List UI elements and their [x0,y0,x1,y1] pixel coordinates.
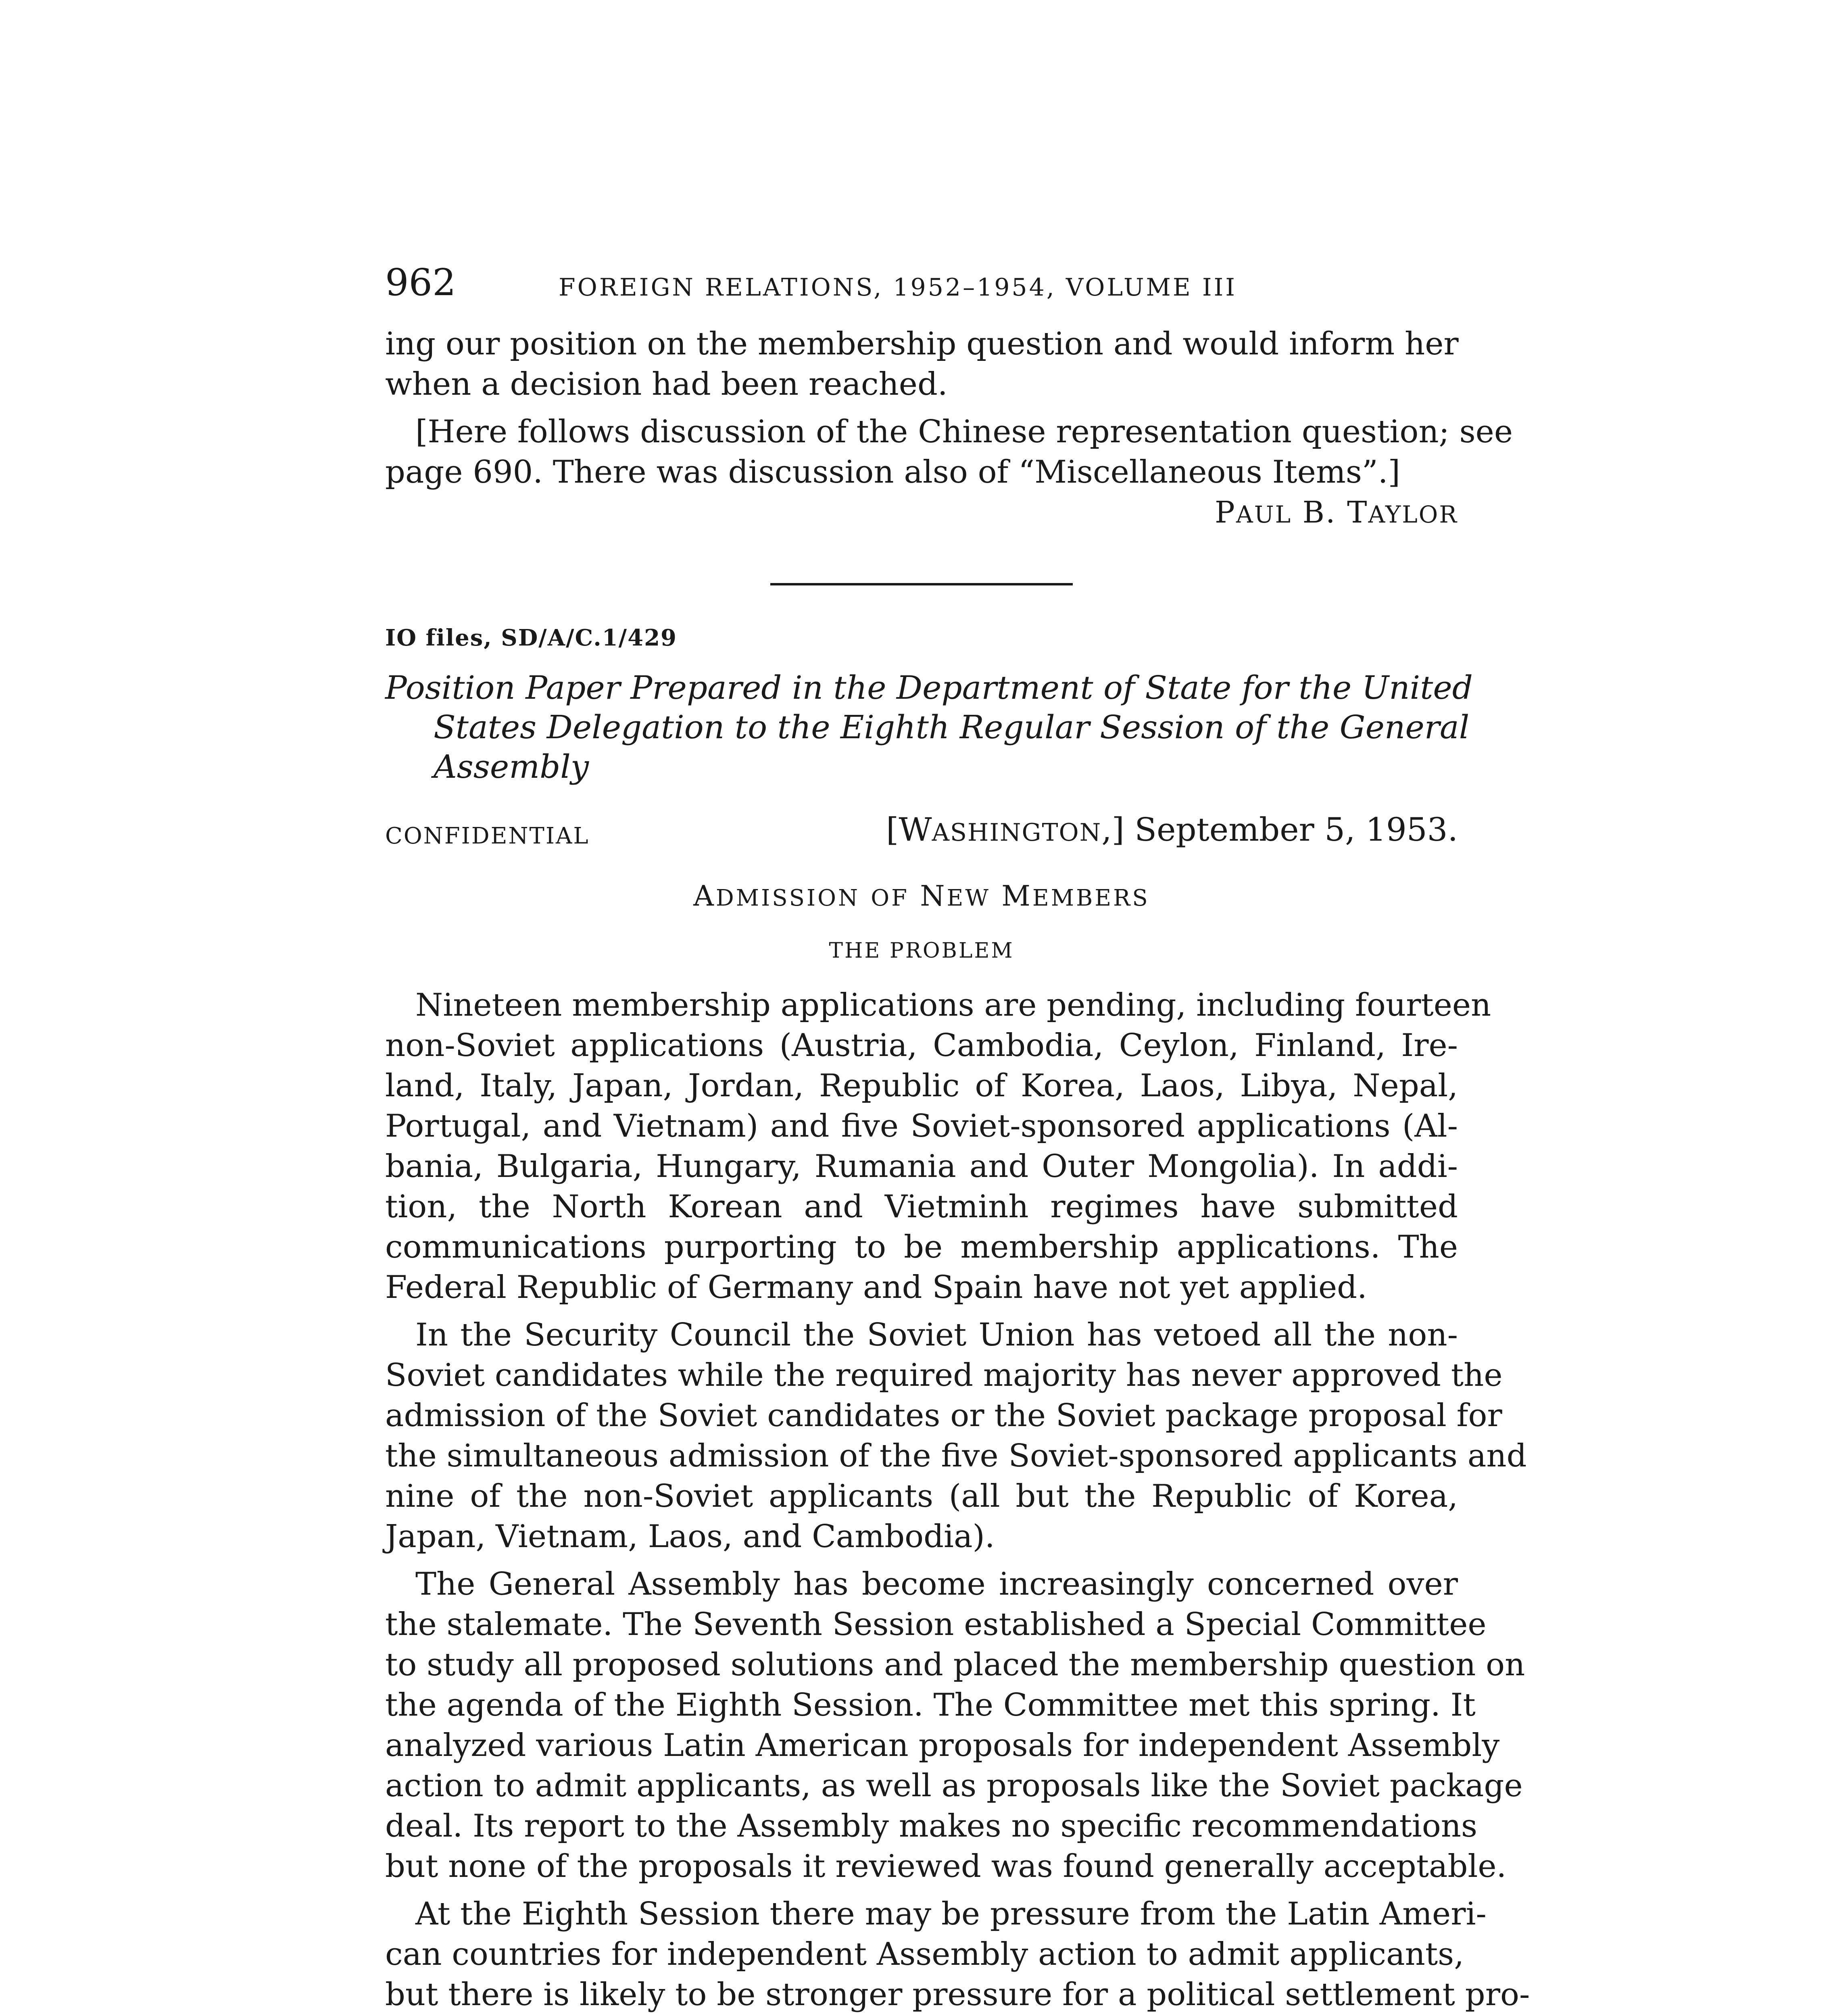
heading-word: EMBERS [1032,885,1150,911]
body-paragraph [385,1564,1525,1887]
text-line: At the Eighth Session there may be pressure from the Latin Ameri- [415,1896,1487,1932]
text-line: page 690. There was discussion also of “Miscellaneous Items”.] [385,454,1400,490]
text-line: Federal Republic of Germany and Spain have not yet applied. [385,1269,1367,1306]
dateline [385,811,1458,855]
signature [385,492,1458,535]
title-line: Assembly [434,748,589,785]
text-line: non-Soviet applications (Austria, Cambodia, Ceylon, Finland, Ire- [385,1027,1458,1064]
text-line: the simultaneous admission of the five Soviet-sponsored applicants and [385,1438,1527,1474]
text-line: nine of the non-Soviet applicants (all but the Republic of Korea, [385,1478,1458,1514]
text-line: but none of the proposals it reviewed was found generally acceptable. [385,1848,1507,1885]
heading-word: OF [871,885,909,911]
text-line: can countries for independent Assembly action to admit applicants, [385,1936,1464,1972]
signature-middle: B. [1292,495,1347,530]
signature-last-rest: AYLOR [1368,501,1458,528]
text-line: the agenda of the Eighth Session. The Committee met this spring. It [385,1687,1476,1723]
body-paragraph [385,1315,1527,1557]
body-paragraph [385,985,1491,1308]
signature-first-initial: P [1215,495,1236,530]
text-line: deal. Its report to the Assembly makes no specific recommendations [385,1808,1478,1844]
continuation-paragraph [385,324,1458,404]
title-line: States Delegation to the Eighth Regular Session of the General [434,708,1470,746]
text-line: communications purporting to be membership applications. The [385,1229,1458,1265]
editorial-note [385,412,1513,492]
classification-label: CONFIDENTIAL [385,823,590,849]
text-line: Portugal, and Vietnam) and five Soviet-sponsored applications (Al- [385,1108,1458,1144]
text-line: land, Italy, Japan, Jordan, Republic of Korea, Laos, Libya, Nepal, [385,1068,1458,1104]
text-line: admission of the Soviet candidates or the Soviet package proposal for [385,1397,1502,1434]
running-head: FOREIGN RELATIONS, 1952–1954, VOLUME III [559,273,1237,302]
signature-first-rest: AUL [1236,501,1292,528]
signature-last-initial: T [1347,495,1368,530]
text-line: analyzed various Latin American proposals for independent Assembly [385,1727,1500,1764]
document-title [385,668,1473,787]
body-paragraph [385,1894,1530,2016]
text-line: The General Assembly has become increasingly concerned over [415,1566,1458,1602]
document-page [385,261,1530,2016]
text-line: [Here follows discussion of the Chinese representation question; see [415,414,1513,450]
subheading: THE PROBLEM [829,939,1014,963]
date-bracket: [ [886,811,899,848]
text-line: tion, the North Korean and Vietminh regimes have submitted [385,1189,1458,1225]
text-line: ing our position on the membership question and would inform her [385,326,1459,362]
page-header [385,261,1458,317]
text-line: Soviet candidates while the required majority has never approved the [385,1357,1503,1393]
text-line: bania, Bulgaria, Hungary, Rumania and Outer Mongolia). In addi- [385,1148,1458,1185]
text-line: the stalemate. The Seventh Session established a Special Committee [385,1606,1487,1643]
text-line: Nineteen membership applications are pending, including fourteen [415,987,1491,1023]
heading-initial: M [1001,879,1032,912]
text-line: Japan, Vietnam, Laos, and Cambodia). [385,1518,995,1555]
title-line: Position Paper Prepared in the Department of State for the United [385,669,1473,706]
text-line: to study all proposed solutions and placed the membership question on [385,1647,1525,1683]
text-line: In the Security Council the Soviet Union has vetoed all the non- [415,1317,1458,1353]
date-text: ,] September 5, 1953. [1101,811,1458,848]
heading-initial: N [920,879,947,912]
document-date [886,811,1458,848]
section-heading [385,879,1458,912]
heading-initial: A [693,879,716,912]
heading-word: DMISSION [715,885,860,911]
source-note: IO files, SD/A/C.1/429 [385,625,678,651]
date-place-initial: W [899,811,932,848]
page-number: 962 [385,261,456,304]
text-line: but there is likely to be stronger pressure for a political settlement pro- [385,1976,1530,2013]
text-line: when a decision had been reached. [385,366,948,402]
section-divider [770,583,1073,585]
text-line: action to admit applicants, as well as proposals like the Soviet package [385,1768,1523,1804]
date-place-rest: ASHINGTON [932,818,1102,847]
heading-word: EW [947,885,990,911]
